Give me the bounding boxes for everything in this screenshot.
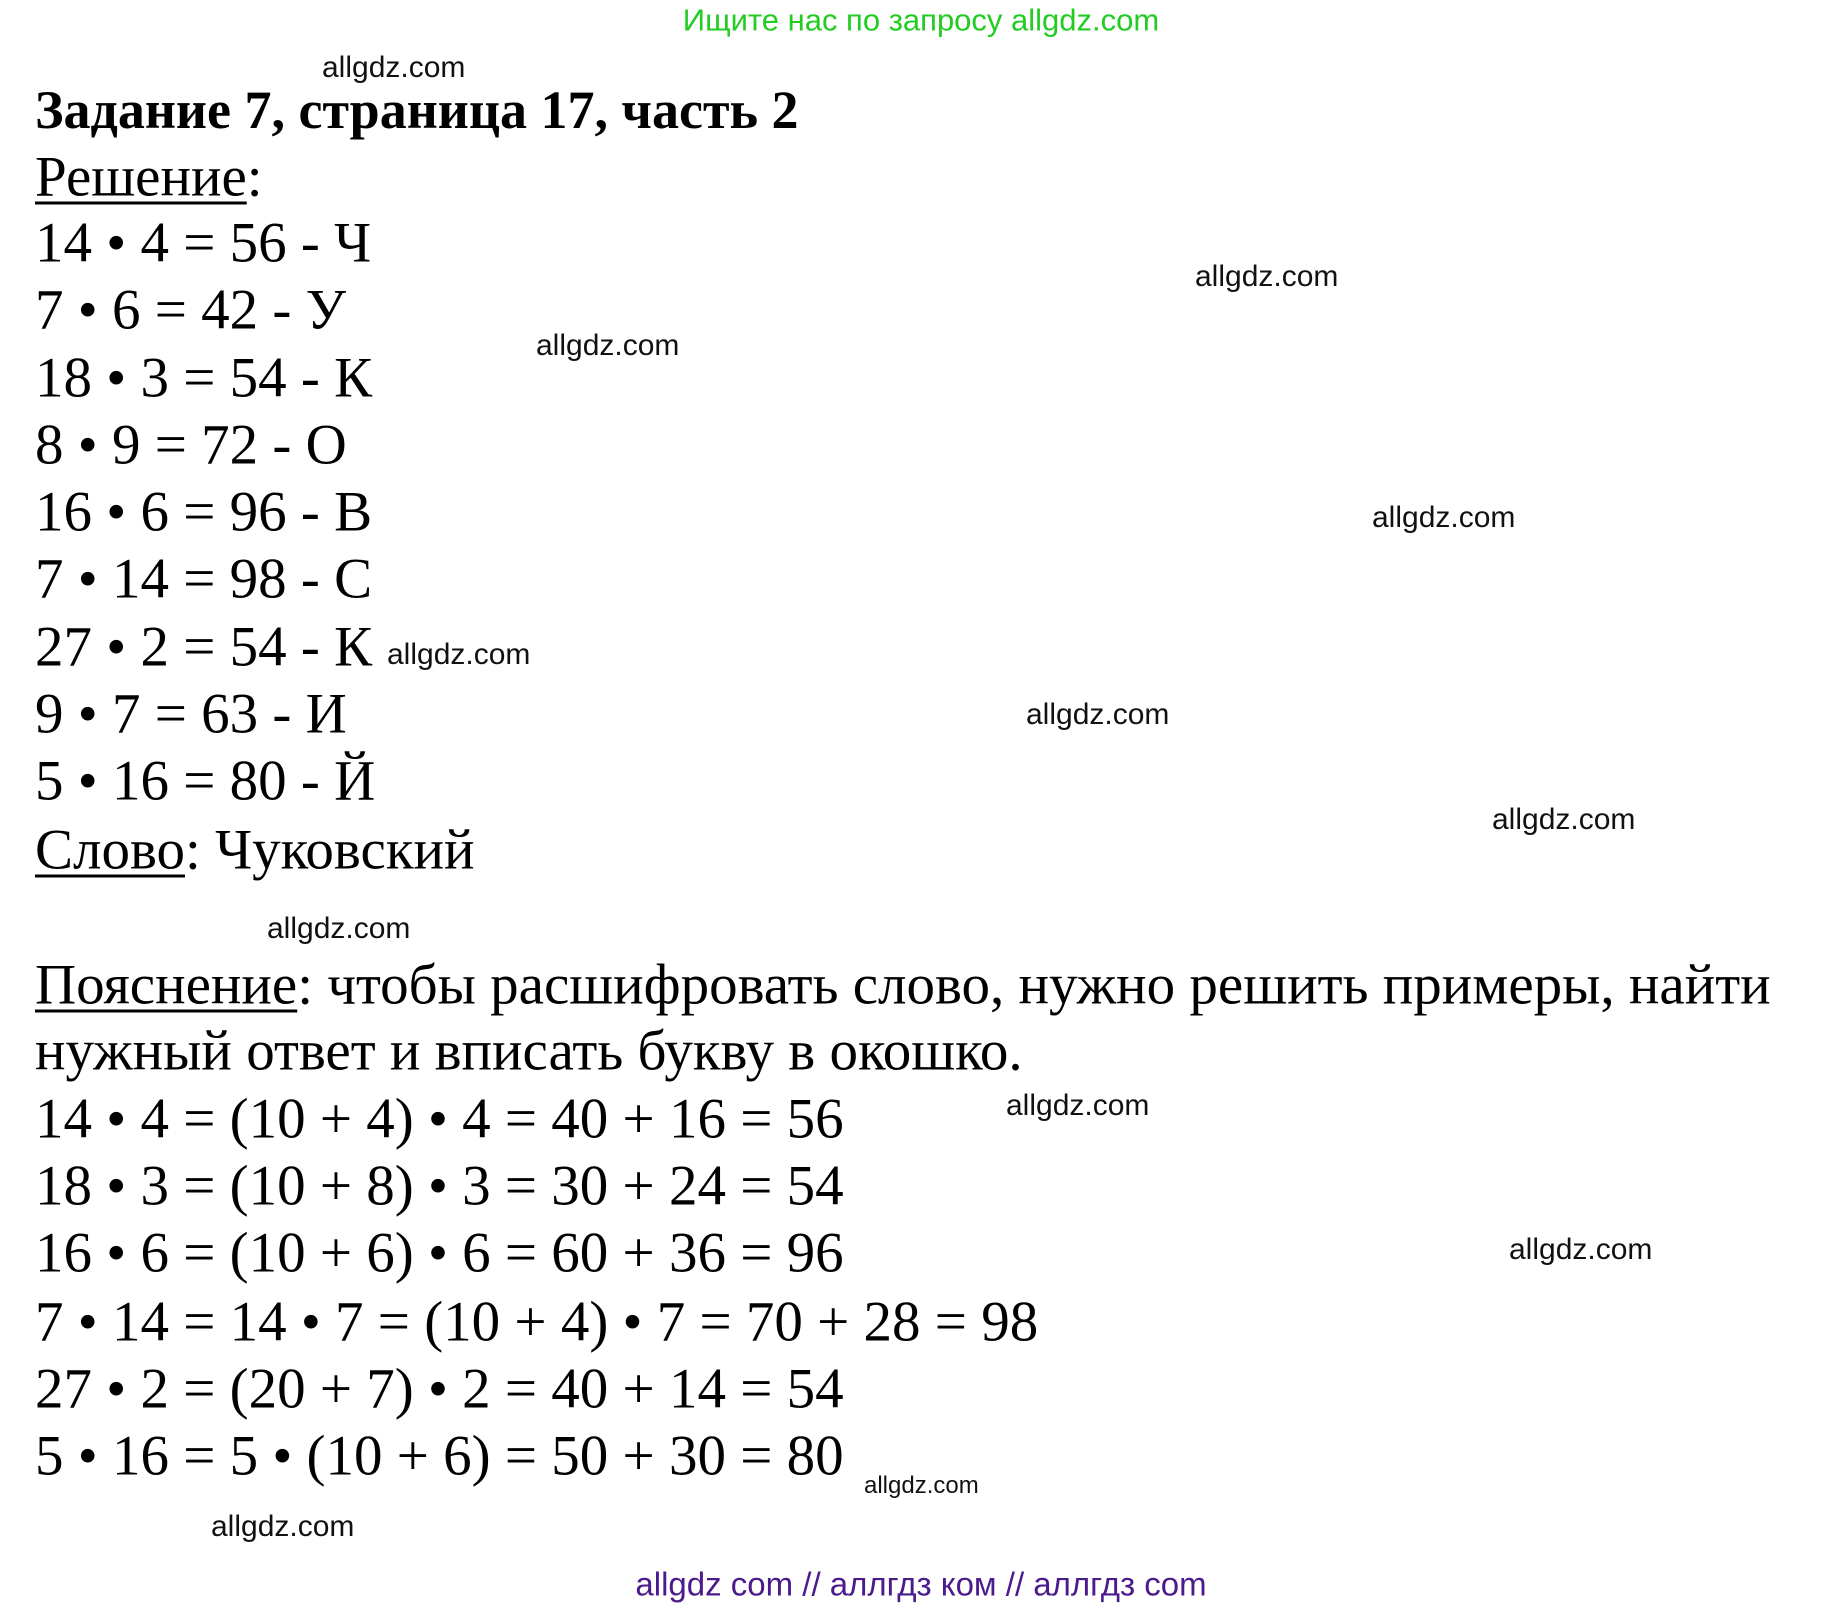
watermark: allgdz.com	[1026, 698, 1170, 731]
word-answer: Слово: Чуковский	[35, 818, 475, 882]
watermark: allgdz.com	[267, 912, 411, 945]
explanation-label: Пояснение	[35, 953, 298, 1017]
word-value: Чуковский	[215, 818, 475, 882]
watermark: allgdz.com	[864, 1472, 979, 1499]
solution-label: Решение	[35, 145, 247, 209]
explanation-line: 5 • 16 = 5 • (10 + 6) = 50 + 30 = 80	[35, 1424, 844, 1488]
solution-line: 16 • 6 = 96 - В	[35, 480, 373, 544]
page-title: Задание 7, страница 17, часть 2	[35, 80, 799, 140]
watermark: allgdz.com	[1372, 501, 1516, 534]
watermark: allgdz.com	[536, 329, 680, 362]
explanation-paragraph: Пояснение: чтобы расшифровать слово, нужно решить примеры, найти	[35, 953, 1771, 1017]
watermark: allgdz.com	[322, 51, 466, 84]
solution-line: 14 • 4 = 56 - Ч	[35, 211, 372, 275]
solution-heading: Решение:	[35, 145, 263, 209]
solution-line: 9 • 7 = 63 - И	[35, 682, 347, 746]
solution-line: 27 • 2 = 54 - К	[35, 615, 373, 679]
watermark: allgdz.com	[1492, 803, 1636, 836]
explanation-text: чтобы расшифровать слово, нужно решить примеры, найти	[327, 953, 1771, 1017]
watermark: allgdz.com	[1509, 1233, 1653, 1266]
solution-line: 8 • 9 = 72 - О	[35, 413, 347, 477]
explanation-line: 14 • 4 = (10 + 4) • 4 = 40 + 16 = 56	[35, 1087, 844, 1151]
solution-line: 7 • 14 = 98 - С	[35, 547, 373, 611]
watermark: allgdz.com	[1006, 1089, 1150, 1122]
footer-banner: allgdz com // аллгдз ком // аллгдз com	[635, 1565, 1207, 1603]
header-banner: Ищите нас по запросу allgdz.com	[682, 2, 1160, 38]
word-label: Слово	[35, 818, 185, 882]
explanation-line: 18 • 3 = (10 + 8) • 3 = 30 + 24 = 54	[35, 1154, 844, 1218]
solution-line: 18 • 3 = 54 - К	[35, 346, 373, 410]
watermark: allgdz.com	[211, 1510, 355, 1543]
explanation-line: 7 • 14 = 14 • 7 = (10 + 4) • 7 = 70 + 28 = 98	[35, 1290, 1039, 1354]
explanation-text-continued: нужный ответ и вписать букву в окошко.	[35, 1019, 1023, 1083]
explanation-line: 27 • 2 = (20 + 7) • 2 = 40 + 14 = 54	[35, 1357, 844, 1421]
explanation-line: 16 • 6 = (10 + 6) • 6 = 60 + 36 = 96	[35, 1221, 844, 1285]
solution-line: 5 • 16 = 80 - Й	[35, 749, 376, 813]
watermark: allgdz.com	[387, 638, 531, 671]
solution-line: 7 • 6 = 42 - У	[35, 278, 346, 342]
watermark: allgdz.com	[1195, 260, 1339, 293]
